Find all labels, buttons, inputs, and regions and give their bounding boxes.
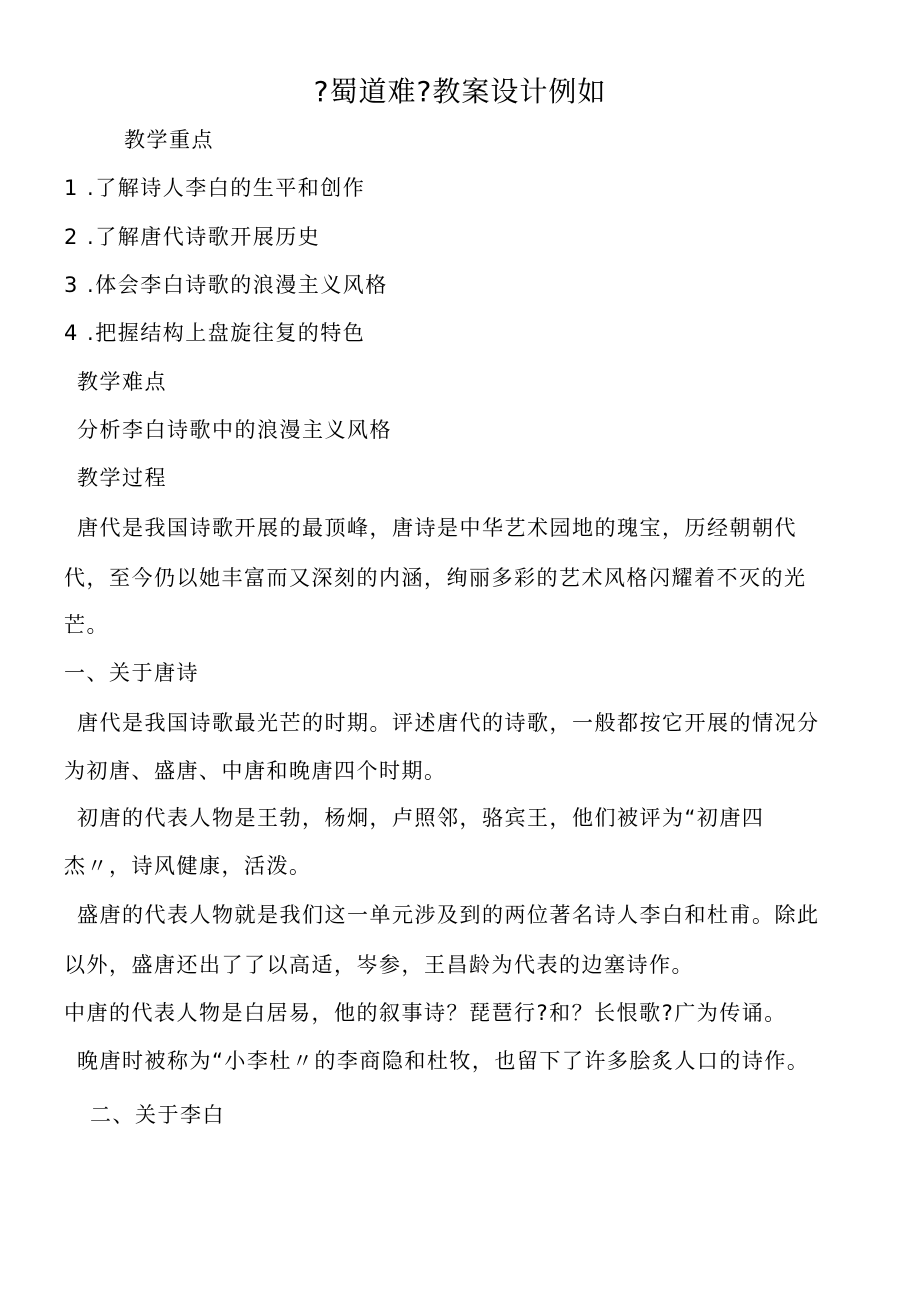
document-title: ?蜀道难?教案设计例如	[313, 75, 607, 108]
part-one-paragraph-line: 中唐的代表人物是白居易，他的叙事诗？琵琶行?和？长恨歌?广为传诵。	[64, 1001, 787, 1025]
part-two-heading: 二、关于李白	[90, 1103, 225, 1127]
part-one-heading: 一、关于唐诗	[64, 661, 199, 685]
process-heading: 教学过程	[77, 466, 167, 490]
part-one-paragraph-line: 唐代是我国诗歌最光芒的时期。评述唐代的诗歌，一般都按它开展的情况分	[77, 711, 820, 735]
part-one-paragraph-line: 杰〃，诗风健康，活泼。	[64, 854, 312, 878]
key-point-item: 2 .了解唐代诗歌开展历史	[64, 225, 321, 249]
key-point-item: 1 .了解诗人李白的生平和创作	[64, 176, 366, 200]
part-one-paragraph-line: 盛唐的代表人物就是我们这一单元涉及到的两位著名诗人李白和杜甫。除此	[77, 903, 820, 927]
key-point-item: 3 .体会李白诗歌的浪漫主义风格	[64, 273, 388, 297]
part-one-paragraph-line: 为初唐、盛唐、中唐和晚唐四个时期。	[64, 759, 447, 783]
key-points-heading: 教学重点	[124, 128, 214, 152]
part-one-paragraph-line: 初唐的代表人物是王勃，杨炯，卢照邻，骆宾王，他们被评为“初唐四	[77, 806, 765, 830]
part-one-paragraph-line: 晚唐时被称为“小李杜〃的李商隐和杜牧，也留下了许多脍炙人口的诗作。	[77, 1049, 810, 1073]
key-point-item: 4 .把握结构上盘旋往复的特色	[64, 321, 366, 345]
difficulty-heading: 教学难点	[77, 370, 167, 394]
process-intro-line: 代，至今仍以她丰富而又深刻的内涵，绚丽多彩的艺术风格闪耀着不灭的光	[64, 566, 807, 590]
process-intro-line: 唐代是我国诗歌开展的最顶峰，唐诗是中华艺术园地的瑰宝，历经朝朝代	[77, 516, 797, 540]
process-intro-line: 芒。	[64, 613, 109, 637]
part-one-paragraph-line: 以外，盛唐还出了了以高适，岑参，王昌龄为代表的边塞诗作。	[64, 953, 694, 977]
difficulty-text: 分析李白诗歌中的浪漫主义风格	[77, 418, 392, 442]
